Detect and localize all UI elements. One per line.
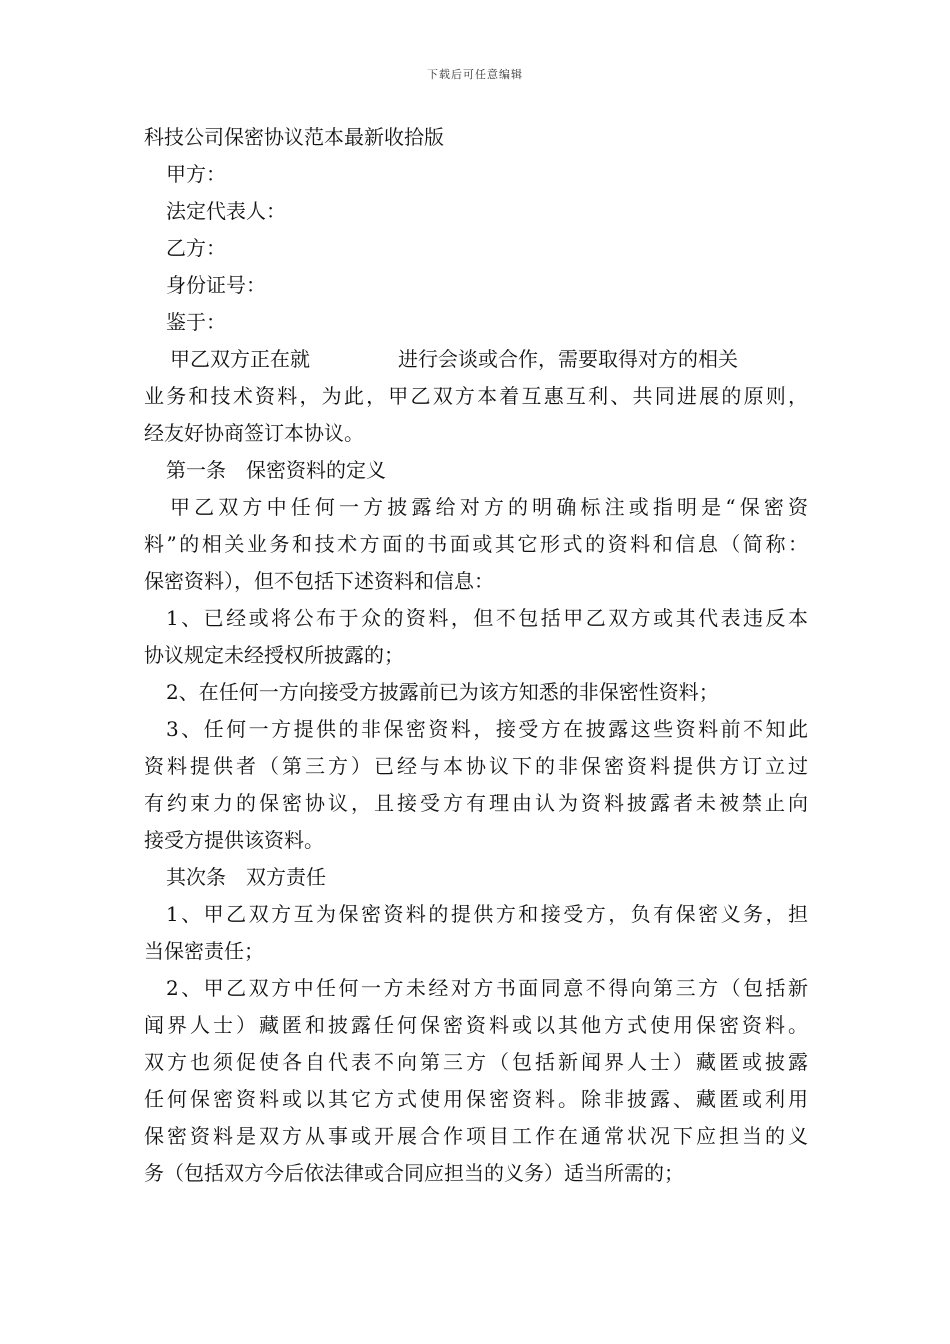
article-1-number: 第一条: [166, 458, 226, 482]
article-1-title: 保密资料的定义: [246, 458, 386, 482]
article-2-item-1-line-1: 1、甲乙双方互为保密资料的提供方和接受方，负有保密义务，担: [166, 902, 808, 926]
article-2-item-2-line-2: 闻界人士）藏匿和披露任何保密资料或以其他方式使用保密资料。: [144, 1013, 808, 1037]
article-2-title: 双方责任: [246, 865, 326, 889]
article-1-item-1-line-2: 协议规定未经授权所披露的；: [144, 643, 404, 667]
article-2-item-2-line-3: 双方也须促使各自代表不向第三方（包括新闻界人士）藏匿或披露: [144, 1050, 808, 1074]
intro-line-2: 业务和技术资料，为此，甲乙双方本着互惠互利、共同进展的原则，: [144, 384, 808, 408]
whereas-field: 鉴于：: [166, 310, 226, 334]
article-1-item-3-line-4: 接受方提供该资料。: [144, 828, 324, 852]
intro-text-a: 甲乙双方正在就: [170, 347, 310, 371]
intro-text-b: 进行会谈或合作，需要取得对方的相关: [398, 347, 738, 371]
legal-rep-field: 法定代表人：: [166, 199, 286, 223]
article-1-item-3-line-3: 有约束力的保密协议，且接受方有理由认为资料披露者未被禁止向: [144, 791, 808, 815]
article-2-number: 其次条: [166, 865, 226, 889]
article-2-item-2-line-4: 任何保密资料或以其它方式使用保密资料。除非披露、藏匿或利用: [144, 1087, 808, 1111]
document-body: [144, 119, 808, 1192]
article-1-item-3-line-1: 3、任何一方提供的非保密资料，接受方在披露这些资料前不知此: [166, 717, 808, 741]
header-note: 下载后可任意编辑: [427, 68, 523, 81]
article-1-item-1-line-1: 1、已经或将公布于众的资料，但不包括甲乙双方或其代表违反本: [166, 606, 808, 630]
id-number-field: 身份证号：: [166, 273, 266, 297]
document-title: 科技公司保密协议范本最新收拾版: [144, 125, 444, 149]
article-1-para-line-2: 料”的相关业务和技术方面的书面或其它形式的资料和信息（简称：: [144, 532, 808, 556]
party-b-field: 乙方：: [166, 236, 226, 260]
intro-line-3: 经友好协商签订本协议。: [144, 421, 364, 445]
article-2-item-2-line-5: 保密资料是双方从事或开展合作项目工作在通常状况下应担当的义: [144, 1124, 808, 1148]
article-2-heading: [144, 859, 808, 896]
article-1-para-line-1: 甲乙双方中任何一方披露给对方的明确标注或指明是“保密资: [170, 495, 808, 519]
article-1-item-2-line-1: 2、在任何一方向接受方披露前已为该方知悉的非保密性资料；: [166, 680, 719, 704]
article-1-heading: [144, 452, 808, 489]
article-2-item-2-line-6: 务（包括双方今后依法律或合同应担当的义务）适当所需的；: [144, 1161, 684, 1185]
article-1-para-line-3: 保密资料），但不包括下述资料和信息：: [144, 569, 494, 593]
party-a-field: 甲方：: [166, 162, 226, 186]
article-1-item-3-line-2: 资料提供者（第三方）已经与本协议下的非保密资料提供方订立过: [144, 754, 808, 778]
article-2-item-2-line-1: 2、甲乙双方中任何一方未经对方书面同意不得向第三方（包括新: [166, 976, 808, 1000]
intro-line-1: [144, 341, 808, 378]
article-2-item-1-line-2: 当保密责任；: [144, 939, 264, 963]
